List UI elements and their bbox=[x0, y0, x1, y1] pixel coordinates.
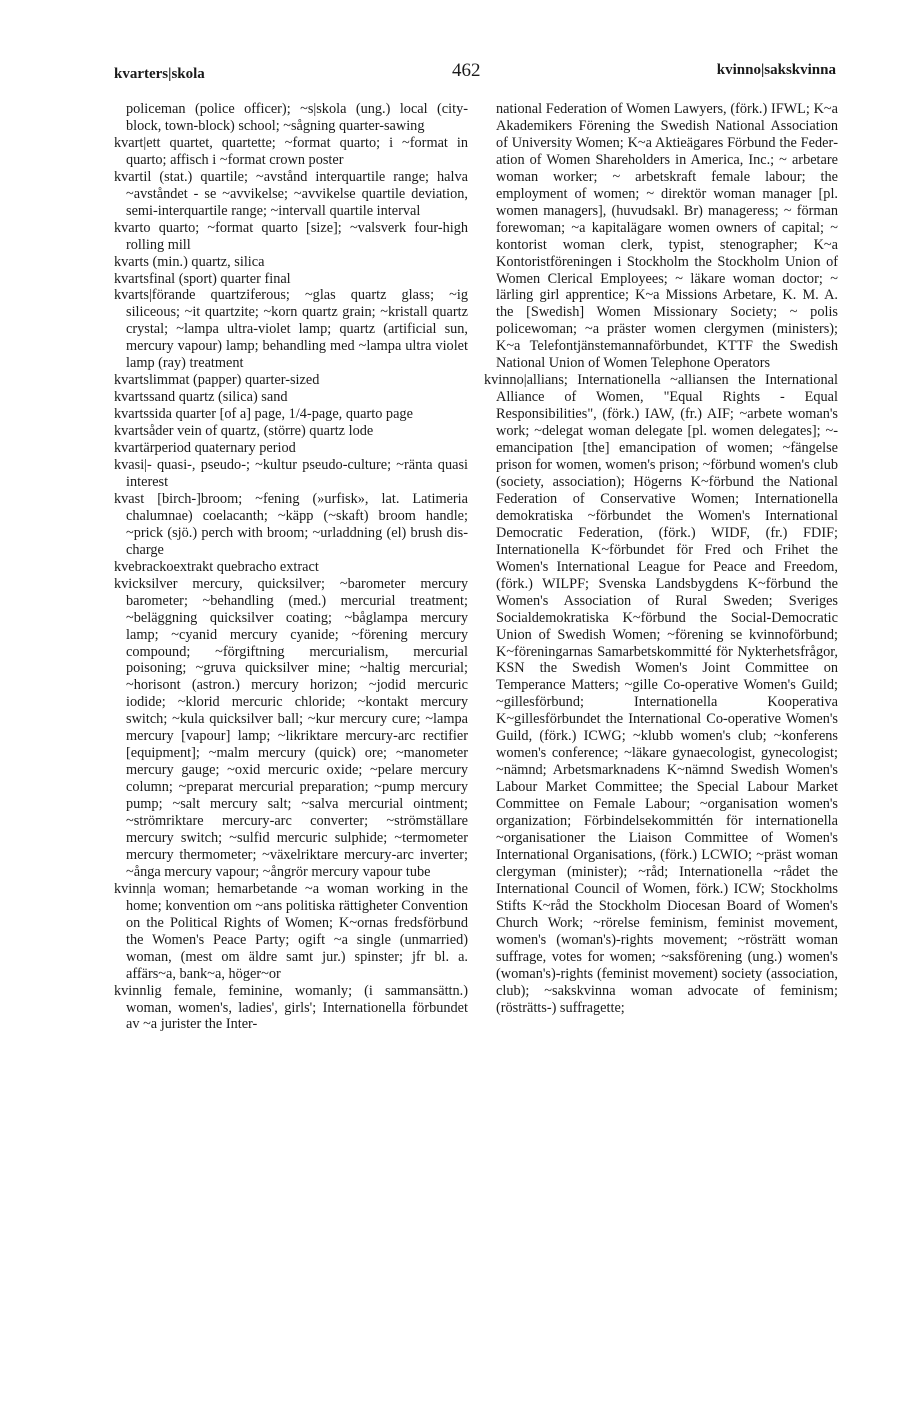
page-number: 462 bbox=[452, 60, 481, 81]
page-header bbox=[114, 60, 836, 86]
dictionary-entry: kvebrackoextrakt quebracho extract bbox=[114, 558, 319, 575]
dictionary-entry: kvartil (stat.) quartile; ~avstånd interquartile range; halva ~avståndet - se ~avvikelse; ~avvikelse quartile deviation, semi-interquartile range; ~intervall quartile interval bbox=[114, 168, 468, 219]
dictionary-entry: kvarts (min.) quartz, silica bbox=[114, 253, 265, 270]
left-column bbox=[114, 101, 468, 1033]
dictionary-entry: kvinnlig female, feminine, womanly; (i sammansättn.) woman, women's, ladies', girls'; Internationella förbundet av ~a jurister the Inter- bbox=[114, 982, 468, 1033]
dictionary-entry: kvinn|a woman; hemarbetande ~a woman working in the home; konvention om ~ans politiska rättigheter Convention on the Political Rights of Women; K~ornas fredsförbund the Women's Peace Party; ogift ~a single (unmarried) woman, (mest om äldre samt jur.) spinster; jfr bl. a. affärs~a, bank~a, höger~or bbox=[114, 880, 468, 982]
continued-entry: national Federation of Women Lawyers, (förk.) IFWL; K~a Akademikers Förening the Swedish National Association of University Women; K~a Aktieägares Förbund the Federation of Women Shareholders in America, Inc.; ~ arbetare woman worker; ~ arbetskraft female labour; the employment of women; ~ direktör woman manager [pl. women managers], (huvudsakl. Br) manageress; ~ förman forewoman; ~a kapitalägare women owners of capital; ~ kontorist woman clerk, typist, stenographer; K~a Kontoristföreningen i Stockholm the Stockholm Union of Women Clerical Employees; ~ läkare woman doctor; ~ lärling girl apprentice; K~a Missions Arbetare, K. M. A. the [Swedish] Women Missionary Society; ~ polis policewoman; ~a präster women clergymen (ministers); K~a Telefontjänstemannaförbundet, KTTF the Swedish National Union of Women Telephone Operators bbox=[496, 101, 838, 372]
dictionary-entry: kvarto quarto; ~format quarto [size]; ~valsverk four-high rolling mill bbox=[114, 219, 468, 253]
dictionary-entry: kvasi|- quasi-, pseudo-; ~kultur pseudo-culture; ~ränta quasi interest bbox=[114, 457, 468, 490]
dictionary-entry: kvast [birch-]broom; ~fening (»urfisk», lat. Latimeria chalumnae) coelacanth; ~käpp (~skaft) broom handle; ~prick (sjö.) perch with broom; ~urladdning (el) brush discharge bbox=[114, 490, 468, 558]
right-guideword: kvinno|sakskvinna bbox=[716, 62, 836, 78]
dictionary-entry: kvartsfinal (sport) quarter final bbox=[114, 270, 291, 287]
left-guideword: kvarters|skola bbox=[114, 66, 205, 82]
dictionary-entry: kvart|ett quartet, quartette; ~format quarto; i ~format in quarto; affisch i ~format crown poster bbox=[114, 134, 468, 168]
dictionary-entry: kvartslimmat (papper) quarter-sized bbox=[114, 372, 320, 389]
dictionary-entry: kvartsåder vein of quartz, (större) quartz lode bbox=[114, 423, 374, 440]
dictionary-entry: kvartärperiod quaternary period bbox=[114, 440, 296, 457]
dictionary-entry: kvartssand quartz (silica) sand bbox=[114, 389, 288, 406]
dictionary-entry: kvinno|allians; Internationella ~alliansen the International Alliance of Women, "Equal Rights - Equal Responsibilities", (förk.) IAW, (fr.) AIF; ~arbete woman's work; ~delegat woman delegate [pl. women delegates]; ~emancipation [the] emancipation of women; ~fängelse prison for women, women's prison; ~förbund women's club (society, association); Högerns K~förbund the National Federation of Conservative Women; Internationella demokratiska ~förbundet the Women's International Democratic Federation, (förk.) WIDF, (fr.) FDIF; Internationella K~förbundet för Fred och Frihet the Women's International League for Peace and Freedom, (förk.) WILPF; Svenska Landsbygdens K~förbund the Women's Association of Rural Sweden; Sveriges Socialdemokratiska K~förbund the Social-Democratic Union of Swedish Women; ~förening se kvinnoförbund; K~föreningarnas Samarbetskommitté för Nykterhetsfrågor, KSN the Swedish Women's Joint Committee on Temperance Matters; ~gille Co-operative Women's Guild; ~gillesförbund; Internationella Kooperativa K~gillesförbundet the International Co-operative Women's Guild, (förk.) ICWG; ~klubb women's club; ~konferens women's conference; ~läkare gynaecologist, gynecologist; ~nämnd; Arbetsmarknadens K~nämnd Swedish Women's Labour Market Committee; the Special Labour Market Committee on Female Labour; ~organisation women's organization; Förbindelsekommittén för internationella ~organisationer the Liaison Committee of Women's International Organisations, (förk.) LCWIO; ~präst woman clergyman (minister); ~råd; Internationella ~rådet the International Council of Women, förk.) ICW; Stockholms Stifts K~råd the Stockholm Diocesan Board of Women's Church Work; ~rörelse feminism, feminist movement, women's (woman's)-rights movement; ~rösträtt woman suffrage, votes for women; ~saksförening (ung.) women's (woman's)-rights (feminist movement) society (association, club); ~sakskvinna woman advocate of feminism; (rösträtts-) suffragette; bbox=[484, 372, 838, 1016]
continued-entry: policeman (police officer); ~s|skola (ung.) local (city-block, town-block) school; ~sågning quarter-sawing bbox=[126, 101, 468, 134]
dictionary-entry: kvicksilver mercury, quicksilver; ~barometer mercury barometer; ~behandling (med.) mercurial treatment; ~beläggning quicksilver coating; ~båglampa mercury lamp; ~cyanid mercury cyanide; ~förening mercury compound; ~förgiftning mercurialism, mercurial poisoning; ~gruva quicksilver mine; ~haltig mercurial; ~horisont (astron.) mercury horizon; ~jodid mercuric iodide; ~klorid mercuric chloride; ~kontakt mercury switch; ~kula quicksilver ball; ~kur mercury cure; ~lampa mercury [vapour] lamp; ~likriktare mercury-arc rectifier [equipment]; ~malm mercury (quick) ore; ~manometer mercury gauge; ~oxid mercuric oxide; ~pelare mercury column; ~preparat mercurial preparation; ~pump mercury pump; ~salt mercury salt; ~salva mercurial ointment; ~strömriktare mercury-arc converter; ~strömställare mercury switch; ~sulfid mercuric sulphide; ~termometer mercury thermometer; ~växelriktare mercury-arc inverter; ~ånga mercury vapour; ~ångrör mercury vapour tube bbox=[114, 575, 468, 880]
right-column bbox=[484, 101, 838, 1016]
dictionary-entry: kvarts|förande quartziferous; ~glas quartz glass; ~ig siliceous; ~it quartzite; ~korn quartz grain; ~kristall quartz crystal; ~lampa ultra-violet lamp; quartz (artificial sun, mercury vapour) lamp; behandling med ~lampa ultra violet lamp (ray) treatment bbox=[114, 287, 468, 372]
dictionary-entry: kvartssida quarter [of a] page, 1/4-page, quarto page bbox=[114, 406, 413, 423]
